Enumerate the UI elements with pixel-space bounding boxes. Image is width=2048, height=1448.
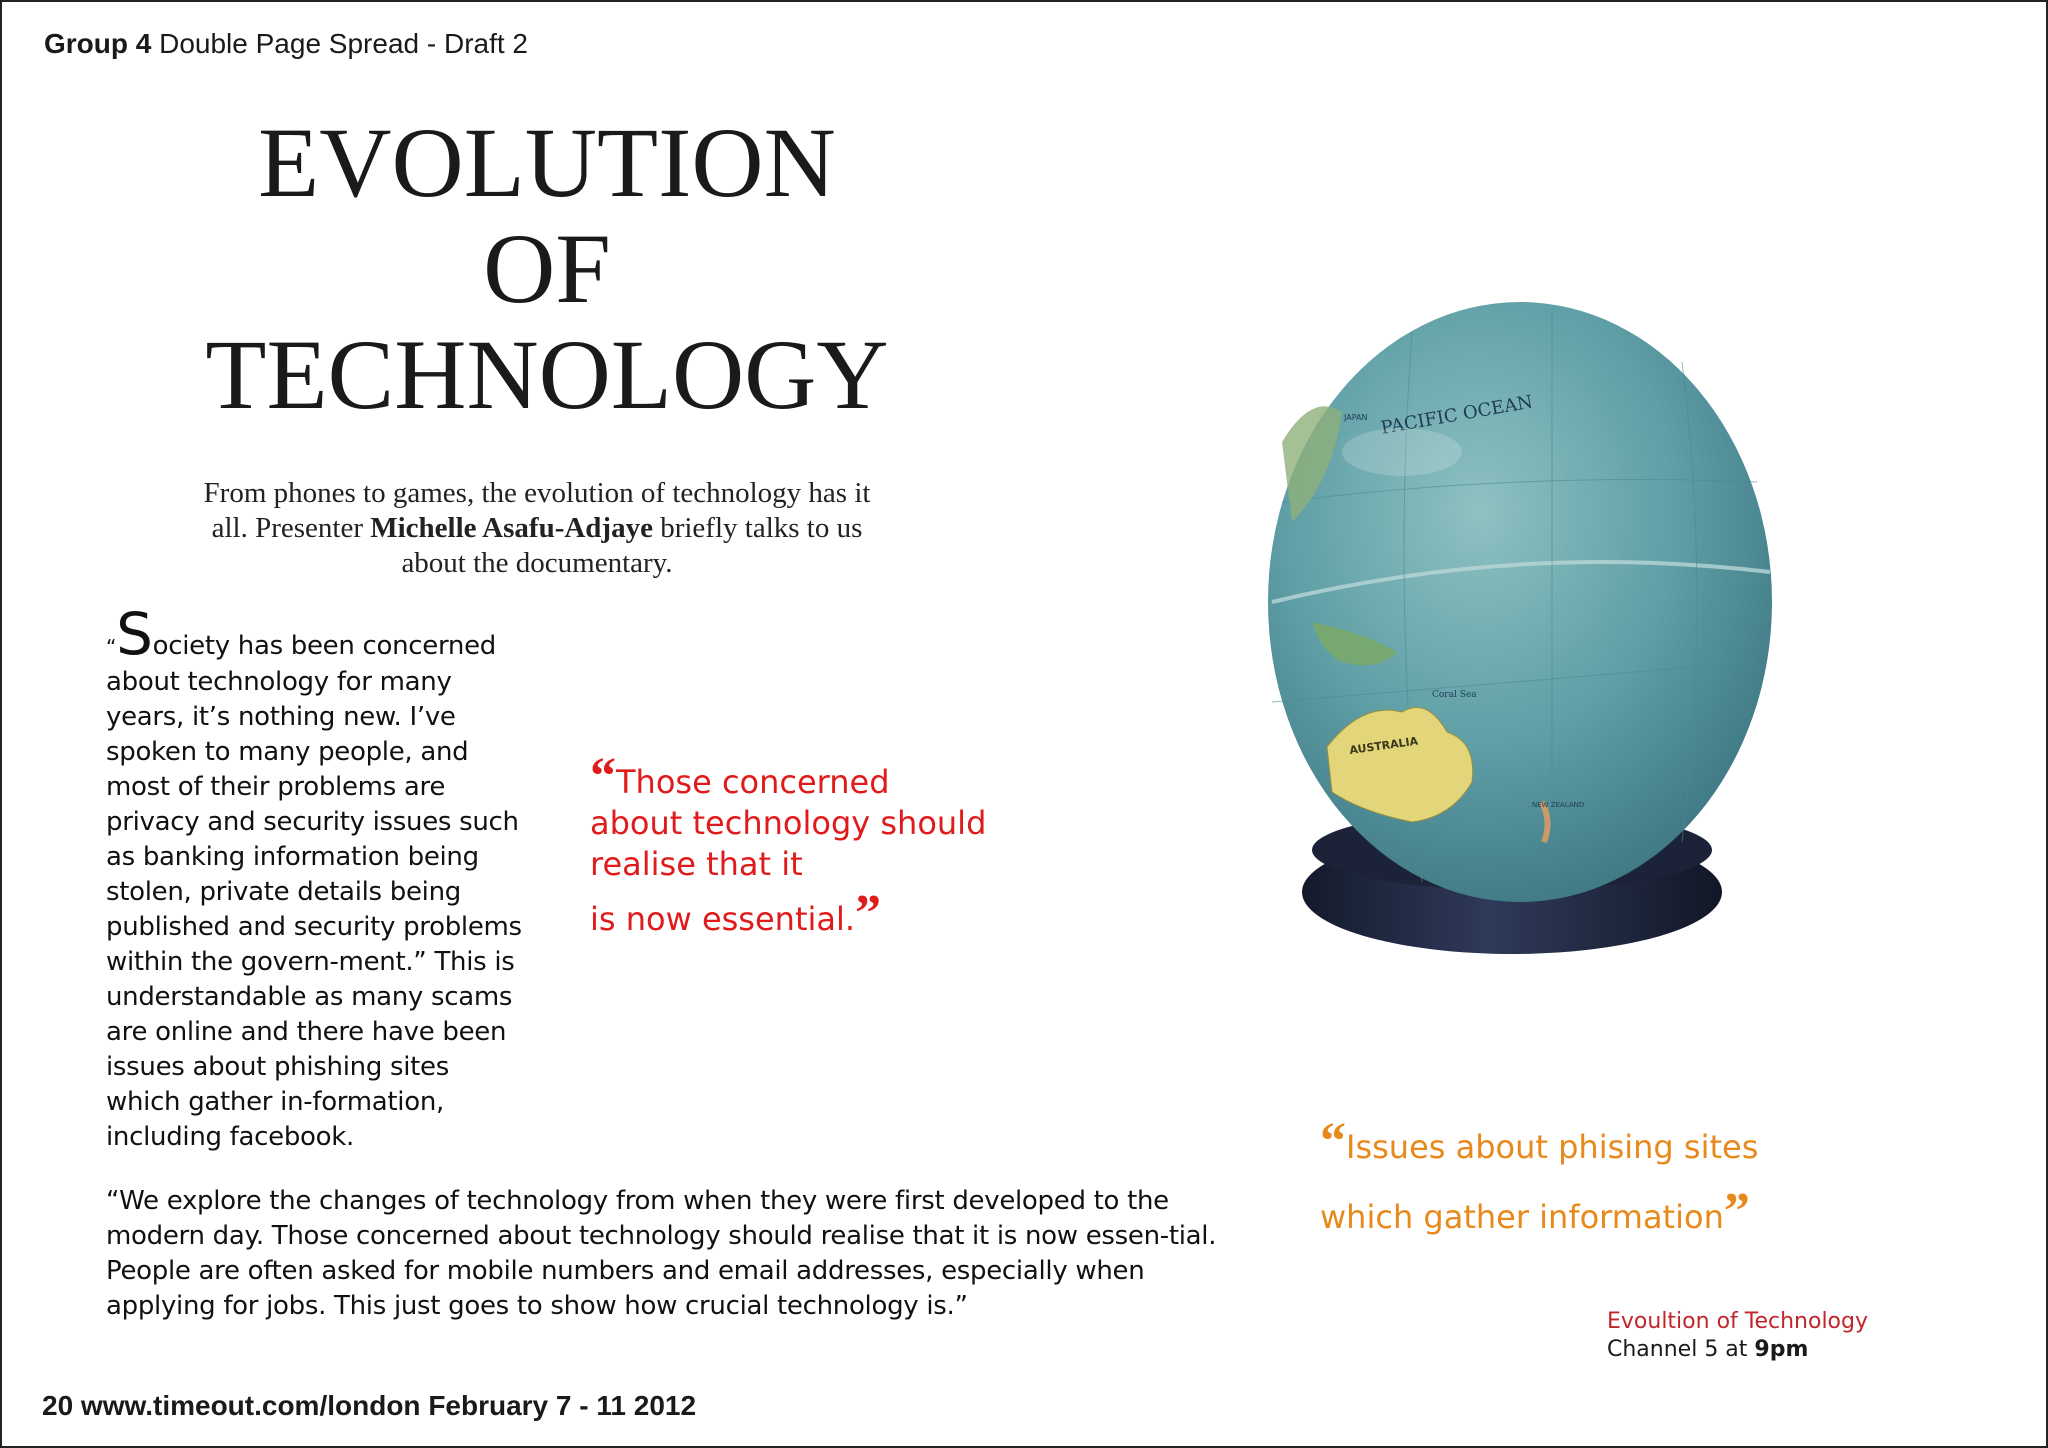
draft-header: [44, 28, 528, 60]
pull-quote-red: [590, 748, 990, 942]
pull-quote-orange: [1320, 1112, 1880, 1252]
group-label: Group 4: [44, 28, 152, 59]
globe-sphere: [1268, 302, 1772, 902]
listing-time: 9pm: [1754, 1337, 1809, 1362]
title-line-1: EVOLUTION: [258, 107, 836, 218]
tv-listing: [1607, 1308, 1868, 1364]
article-body-wide: “We explore the changes of technology from when they were first developed to the modern day. Those concerned about technology should realise that it is now essen-tial. People are often asked for mobile numbers and email addresses, especially when applying for jobs. This just goes to show how crucial technology is.”: [106, 1186, 1217, 1321]
globe-label-new-zealand: NEW ZEALAND: [1532, 801, 1585, 809]
listing-show-name: Evoultion of Technology: [1607, 1309, 1869, 1334]
pull-quote-text: Those concerned about technology should realise that it: [590, 763, 987, 883]
open-quote: “: [106, 635, 117, 659]
draft-label: Double Page Spread - Draft 2: [151, 28, 529, 59]
article-title: [182, 107, 912, 430]
title-line-2: OF: [483, 213, 611, 324]
pull-quote-2-line-2: which gather information: [1320, 1198, 1724, 1236]
globe-label-ocean: PACIFIC OCEAN: [1379, 391, 1535, 439]
drop-cap: S: [116, 600, 153, 668]
standfirst-intro: From phones to games, the evolution of technology has it all. Presenter: [203, 477, 871, 544]
globe-label-coral-sea: Coral Sea: [1432, 690, 1477, 700]
article-column: [106, 600, 526, 1155]
standfirst: [182, 476, 892, 581]
title-line-3: TECHNOLOGY: [205, 319, 889, 430]
pull-quote-open-mark: “: [590, 748, 616, 805]
pull-quote-2-open-mark: “: [1320, 1113, 1346, 1170]
globe-label-japan: JAPAN: [1344, 413, 1368, 422]
pull-quote-2-close-mark: ”: [1723, 1183, 1750, 1240]
standfirst-outro: briefly talks to us about the documentary.: [401, 512, 863, 579]
page-footer: 20 www.timeout.com/london February 7 - 11 2012: [42, 1390, 697, 1421]
column-text: ociety has been concerned about technology for many years, it’s nothing new. I’ve spoken to many people, and most of their problems are privacy and security issues such as banking information being stolen, private details being published and security problems within the govern-ment.” This is understandable as many scams are online and there have been issues about phishing sites which gather in-formation, including facebook.: [106, 631, 522, 1152]
pull-quote-end: is now essential.: [590, 900, 856, 938]
presenter-name: Michelle Asafu-Adjaye: [370, 512, 653, 544]
pull-quote-2-line-1: Issues about phising sites: [1346, 1128, 1759, 1166]
globe-image: [1252, 302, 1772, 982]
globe-label-australia: AUSTRALIA: [1348, 734, 1419, 757]
pull-quote-close-mark: ”: [855, 885, 882, 942]
listing-channel: Channel 5 at: [1607, 1337, 1755, 1362]
